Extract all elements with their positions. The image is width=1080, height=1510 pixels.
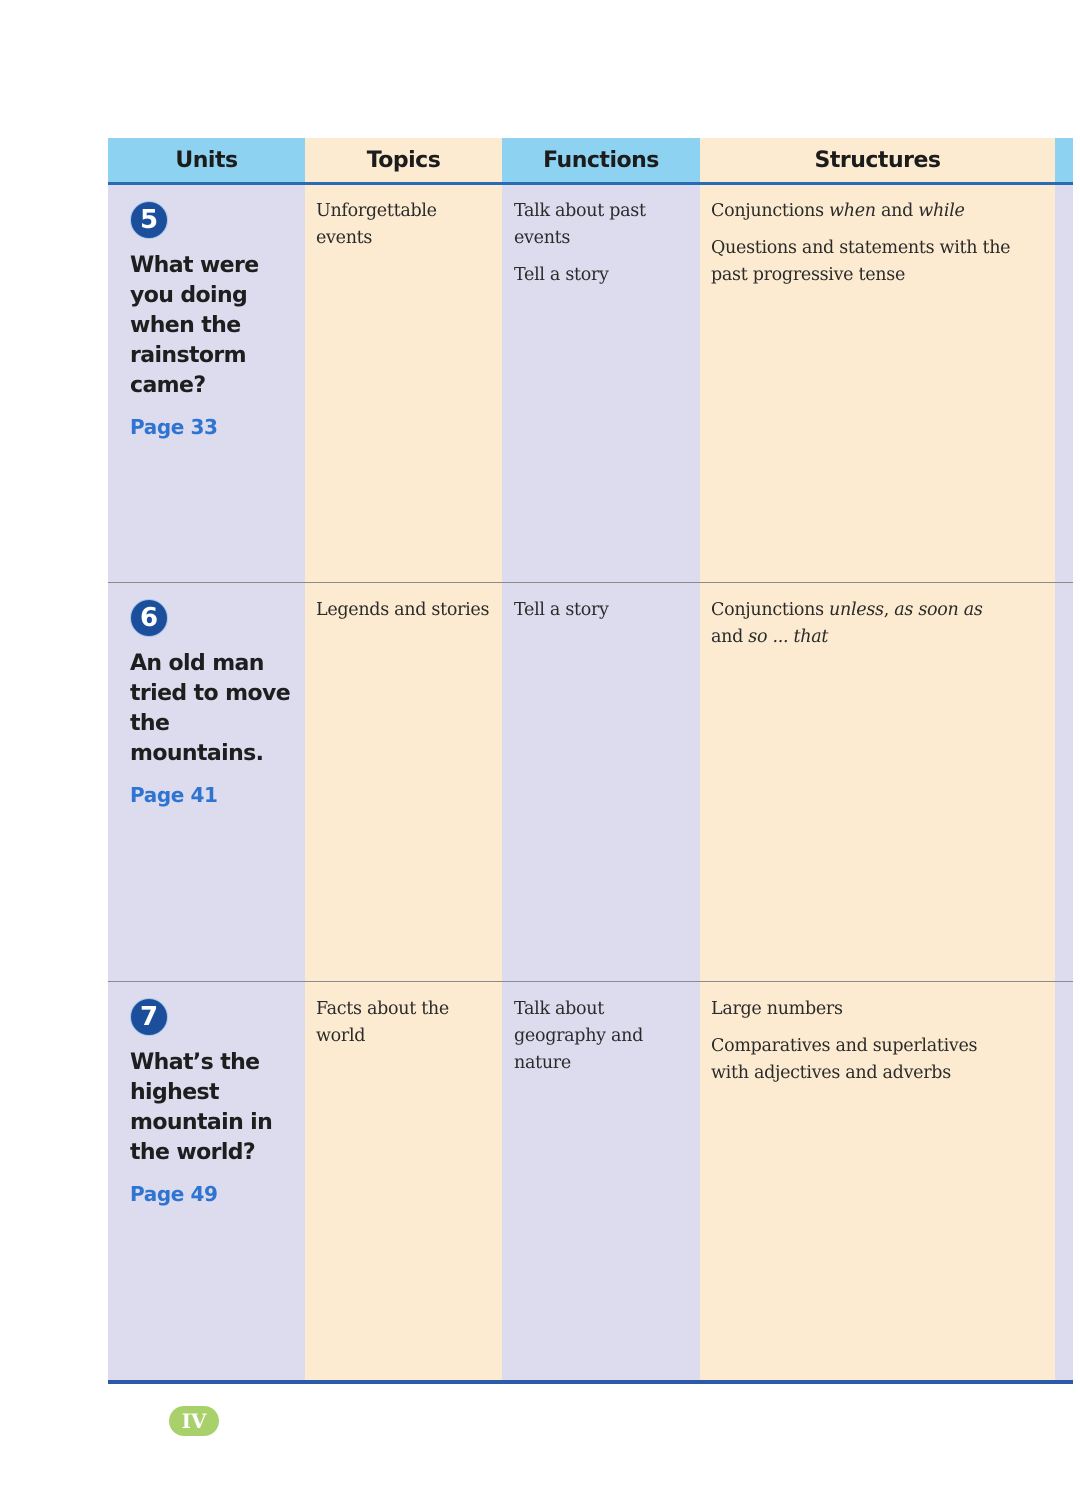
structures-entry [711,597,1011,651]
text-span: Questions and statements with the past progressive tense [711,238,1011,285]
topics-cell [316,597,496,634]
topics-cell [316,198,496,262]
table-bottom-border [108,1380,1073,1384]
header-edge [1055,138,1073,182]
row-divider [108,981,1073,982]
structures-entry [711,198,1011,225]
topics-entry: Unforgettable events [316,201,437,248]
unit-title: An old man tried to move the mountains. [130,651,291,766]
unit-page-link[interactable]: Page 41 [130,783,218,807]
structures-column [700,138,1055,1383]
italic-term: so ... that [748,627,829,647]
header-functions: Functions [502,138,700,182]
contents-table [108,138,1073,1383]
italic-term: as soon as [894,600,983,620]
unit-cell-5 [130,201,300,439]
functions-entry: Talk about past events [514,201,646,248]
text-span: and [711,627,749,647]
text-span: , [883,600,895,620]
unit-cell-6 [130,599,300,807]
functions-column [502,138,700,1383]
header-units: Units [108,138,305,182]
header-topics: Topics [305,138,502,182]
functions-entry: Tell a story [514,265,609,285]
structures-cell [711,198,1011,299]
unit-page-link[interactable]: Page 33 [130,415,218,439]
functions-cell [514,996,696,1087]
text-span: Comparatives and superlatives with adjectives and adverbs [711,1036,978,1083]
italic-term: when [829,201,876,221]
text-span: Large numbers [711,999,843,1019]
unit-title: What’s the highest mountain in the world? [130,1050,273,1165]
italic-term: while [918,201,965,221]
unit-number-badge: 5 [130,201,168,239]
header-structures: Structures [700,138,1055,182]
table-header [108,138,1073,182]
structures-entry [711,235,1011,289]
row-divider [108,582,1073,583]
structures-entry [711,996,1011,1023]
structures-cell [711,996,1011,1097]
text-span: and [875,201,919,221]
text-span: Conjunctions [711,600,830,620]
structures-entry [711,1033,1011,1087]
topics-entry: Facts about the world [316,999,449,1046]
unit-page-link[interactable]: Page 49 [130,1182,218,1206]
page-number-badge: IV [169,1406,219,1436]
unit-number-badge: 7 [130,998,168,1036]
functions-entry: Tell a story [514,600,609,620]
edge-column [1055,138,1073,1383]
functions-cell [514,597,696,634]
italic-term: unless [829,600,884,620]
functions-entry: Talk about geography and nature [514,999,644,1073]
structures-cell [711,597,1011,661]
topics-column [305,138,502,1383]
functions-cell [514,198,696,299]
unit-title: What were you doing when the rainstorm came? [130,253,259,398]
topics-cell [316,996,496,1060]
unit-number-badge: 6 [130,599,168,637]
topics-entry: Legends and stories [316,600,490,620]
header-divider [108,182,1073,185]
unit-cell-7 [130,998,300,1206]
text-span: Conjunctions [711,201,830,221]
